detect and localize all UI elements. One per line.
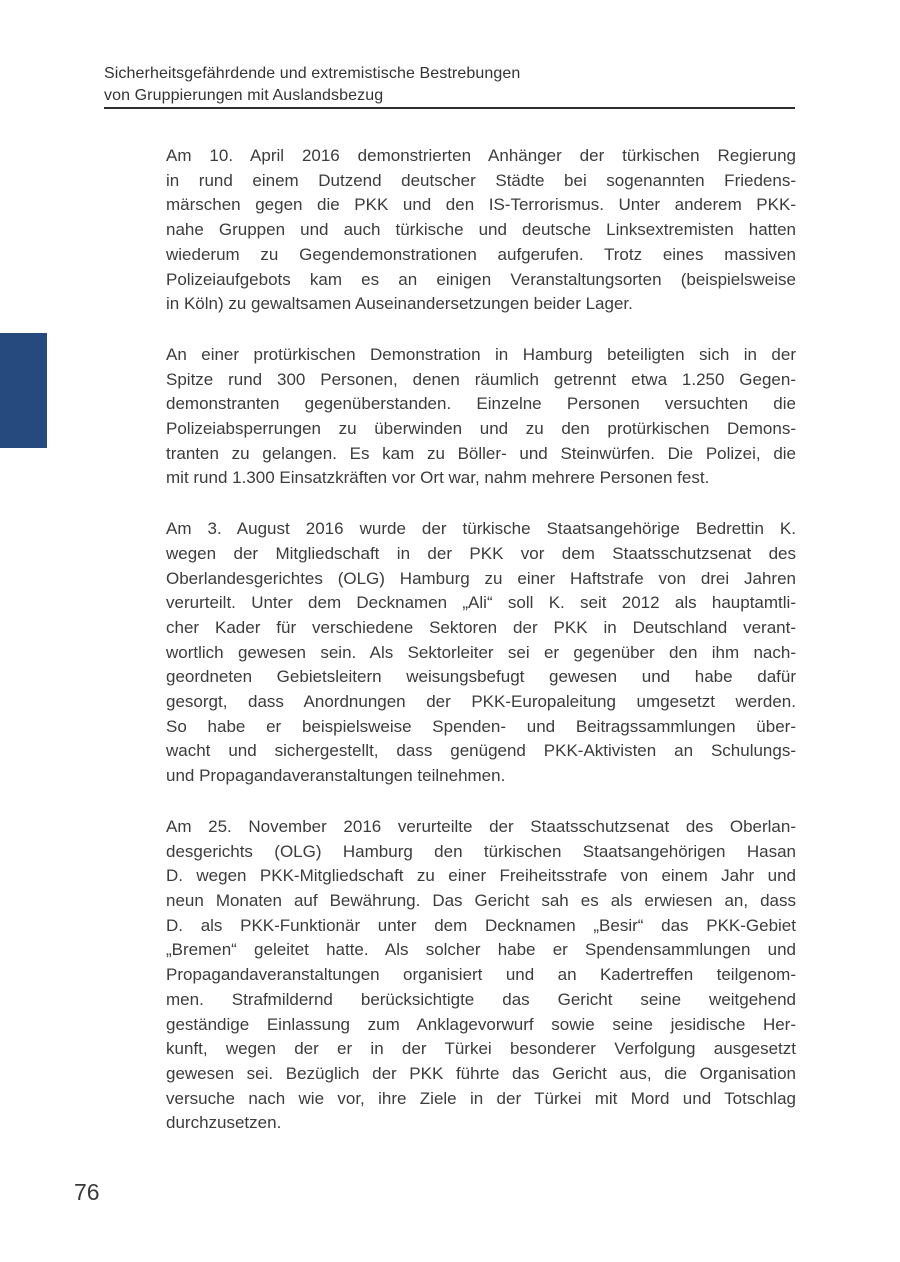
- text-line: und Propagandaveranstaltungen teilnehmen.: [166, 766, 506, 786]
- text-line: cher Kader für verschiedene Sektoren der PKK in Deutschland verant-: [166, 617, 796, 637]
- text-line: in rund einem Dutzend deutscher Städte bei sogenannten Friedens-: [166, 170, 796, 190]
- text-line: tranten zu gelangen. Es kam zu Böller- und Steinwürfen. Die Polizei, die: [166, 443, 796, 463]
- text-line: Am 3. August 2016 wurde der türkische Staatsangehörige Bedrettin K.: [166, 519, 796, 539]
- text-line: An einer protürkischen Demonstration in Hamburg beteiligten sich in der: [166, 344, 796, 364]
- text-line: neun Monaten auf Bewährung. Das Gericht sah es als erwiesen an, dass: [166, 890, 796, 910]
- text-line: Am 25. November 2016 verurteilte der Staatsschutzsenat des Oberlan-: [166, 816, 796, 836]
- chapter-tab-marker: [0, 333, 47, 448]
- text-line: mit rund 1.300 Einsatzkräften vor Ort war, nahm mehrere Personen fest.: [166, 468, 710, 488]
- text-line: So habe er beispielsweise Spenden- und Beitragssammlungen über-: [166, 716, 796, 736]
- paragraph-3: [166, 517, 796, 789]
- text-line: Spitze rund 300 Personen, denen räumlich getrennt etwa 1.250 Gegen-: [166, 369, 796, 389]
- text-line: versuche nach wie vor, ihre Ziele in der Türkei mit Mord und Totschlag: [166, 1088, 796, 1108]
- running-header-line-2: von Gruppierungen mit Auslandsbezug: [104, 87, 384, 104]
- text-line: nahe Gruppen und auch türkische und deutsche Linksextremisten hatten: [166, 220, 796, 240]
- text-line: Am 10. April 2016 demonstrierten Anhänger der türkischen Regierung: [166, 146, 796, 165]
- text-line: Polizeiaufgebots kam es an einigen Veranstaltungsorten (beispielsweise: [166, 269, 796, 289]
- text-line: men. Strafmildernd berücksichtigte das Gericht seine weitgehend: [166, 989, 796, 1009]
- text-line: gesorgt, dass Anordnungen der PKK-Europaleitung umgesetzt werden.: [166, 692, 796, 712]
- paragraph-1: [166, 144, 796, 317]
- running-header: [104, 63, 795, 107]
- text-line: geordneten Gebietsleitern weisungsbefugt gewesen und habe dafür: [166, 667, 796, 687]
- text-line: Polizeiabsperrungen zu überwinden und zu den protürkischen Demons-: [166, 419, 796, 439]
- text-line: geständige Einlassung zum Anklagevorwurf sowie seine jesidische Her-: [166, 1014, 796, 1034]
- text-line: märschen gegen die PKK und den IS-Terrorismus. Unter anderem PKK-: [166, 195, 796, 215]
- text-line: wacht und sichergestellt, dass genügend PKK-Aktivisten an Schulungs-: [166, 741, 796, 761]
- text-line: gewesen sei. Bezüglich der PKK führte das Gericht aus, die Organisation: [166, 1063, 796, 1083]
- text-line: durchzusetzen.: [166, 1113, 282, 1133]
- text-line: Propagandaveranstaltungen organisiert und an Kadertreffen teilgenom-: [166, 965, 796, 985]
- text-line: „Bremen“ geleitet hatte. Als solcher habe er Spendensammlungen und: [166, 940, 796, 960]
- header-rule: [104, 107, 795, 109]
- page-number: 76: [74, 1179, 100, 1205]
- body-text: [166, 144, 796, 1136]
- text-line: wegen der Mitgliedschaft in der PKK vor dem Staatsschutzsenat des: [166, 543, 796, 563]
- running-header-line-1: Sicherheitsgefährdende und extremistische Bestrebungen: [104, 65, 521, 82]
- paragraph-2: [166, 343, 796, 491]
- text-line: demonstranten gegenüberstanden. Einzelne Personen versuchten die: [166, 394, 796, 414]
- text-line: verurteilt. Unter dem Decknamen „Ali“ soll K. seit 2012 als hauptamtli-: [166, 593, 796, 613]
- text-line: Oberlandesgerichtes (OLG) Hamburg zu einer Haftstrafe von drei Jahren: [166, 568, 796, 588]
- paragraph-4: [166, 815, 796, 1136]
- text-line: desgerichts (OLG) Hamburg den türkischen Staatsangehörigen Hasan: [166, 841, 796, 861]
- text-line: kunft, wegen der er in der Türkei besonderer Verfolgung ausgesetzt: [166, 1039, 796, 1059]
- text-line: wiederum zu Gegendemonstrationen aufgerufen. Trotz eines massiven: [166, 244, 796, 264]
- text-line: D. als PKK-Funktionär unter dem Decknamen „Besir“ das PKK-Gebiet: [166, 915, 796, 935]
- text-line: wortlich gewesen sein. Als Sektorleiter sei er gegenüber den ihm nach-: [166, 642, 796, 662]
- text-line: in Köln) zu gewaltsamen Auseinandersetzungen beider Lager.: [166, 294, 633, 314]
- text-line: D. wegen PKK-Mitgliedschaft zu einer Freiheitsstrafe von einem Jahr und: [166, 866, 796, 886]
